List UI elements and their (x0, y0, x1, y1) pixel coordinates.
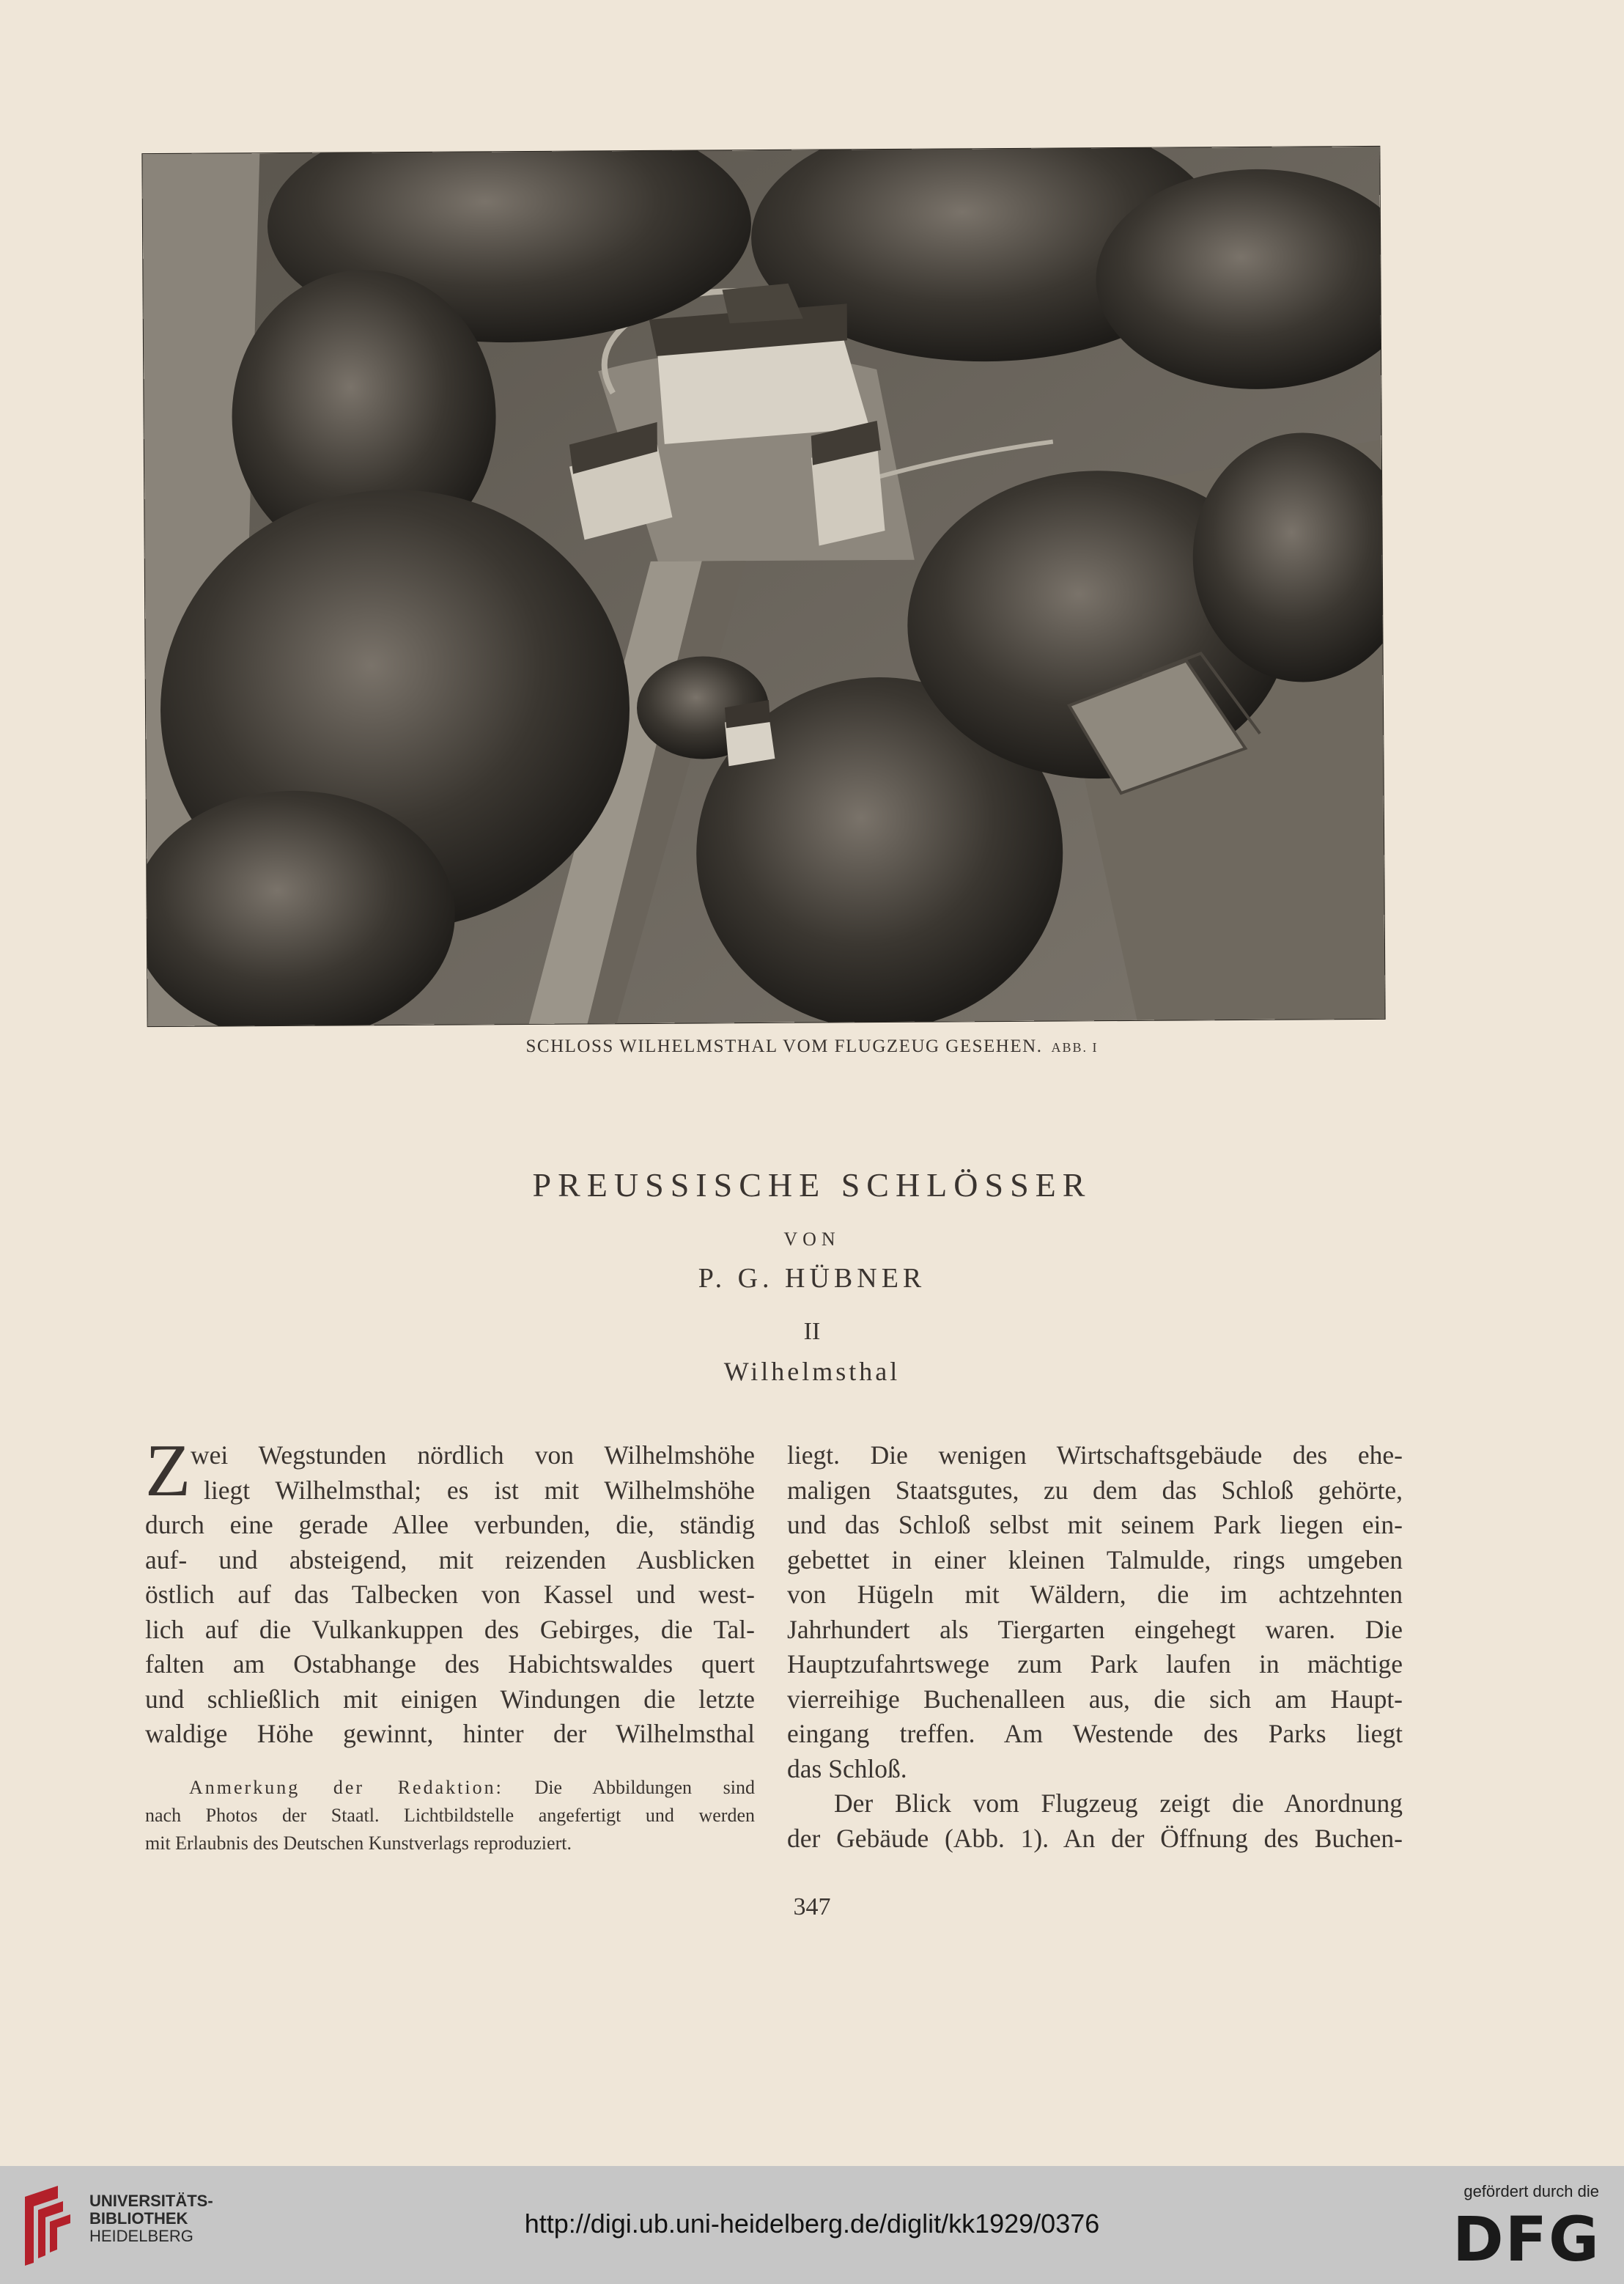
text-line: waldige Höhe gewinnt, hinter der Wilhelmsthal (145, 1719, 755, 1748)
part-number: II (803, 1318, 821, 1345)
text-line: Hauptzufahrtswege zum Park laufen in mächtige (787, 1649, 1403, 1679)
text-line: und das Schloß selbst mit seinem Park liegen ein- (787, 1510, 1403, 1539)
text-line: maligen Staatsgutes, zu dem das Schloß gehörte, (787, 1475, 1403, 1505)
note-line: mit Erlaubnis des Deutschen Kunstverlags reproduziert. (145, 1832, 572, 1854)
text-line: Der Blick vom Flugzeug zeigt die Anordnung (834, 1788, 1403, 1818)
text-line: wei Wegstunden nördlich von Wilhelmshöhe (191, 1440, 755, 1470)
aerial-photo-drawing (142, 147, 1384, 1026)
text-line: auf- und absteigend, mit reizenden Ausblicken (145, 1544, 755, 1574)
caption-text: SCHLOSS WILHELMSTHAL VOM FLUGZEUG GESEHEN. (525, 1036, 1043, 1056)
text-line: falten am Ostabhange des Habichtswaldes quert (145, 1649, 755, 1679)
photo-caption (0, 1036, 1624, 1057)
text-line: liegt. Die wenigen Wirtschaftsgebäude des ehe- (787, 1440, 1403, 1470)
author-name: P. G. HÜBNER (698, 1263, 926, 1294)
text-line: der Gebäude (Abb. 1). An der Öffnung des Buchen- (787, 1823, 1403, 1853)
drop-cap: Z (145, 1429, 191, 1512)
text-line: durch eine gerade Allee verbunden, die, ständig (145, 1510, 755, 1539)
text-line: Jahrhundert als Tiergarten eingehegt waren. Die (787, 1614, 1403, 1644)
note-text: Die Abbildungen sind (534, 1777, 755, 1798)
note-line: nach Photos der Staatl. Lichtbildstelle angefertigt und werden (145, 1805, 755, 1826)
text-line: von Hügeln mit Wäldern, die im achtzehnten (787, 1580, 1403, 1609)
note-label: Anmerkung der Redaktion: (189, 1777, 503, 1798)
page-number: 347 (793, 1893, 831, 1920)
funded-by-label: gefördert durch die (1464, 2182, 1599, 2200)
right-column (787, 1438, 1403, 1856)
article-subtitle: Wilhelmsthal (723, 1357, 901, 1386)
dfg-logo[interactable]: DFG (1452, 2203, 1601, 2275)
caption-figure-number: ABB. I (1051, 1040, 1099, 1055)
text-line: eingang treffen. Am Westende des Parks liegt (787, 1719, 1403, 1748)
text-line: östlich auf das Talbecken von Kassel und west- (145, 1580, 755, 1609)
library-line-2: BIBLIOTHEK (89, 2209, 188, 2228)
text-line: vierreihige Buchenalleen aus, die sich am Haupt- (787, 1684, 1403, 1714)
note-line (145, 1774, 755, 1802)
text-line: lich auf die Vulkankuppen des Gebirges, die Tal- (145, 1614, 755, 1644)
editor-note (145, 1774, 755, 1857)
source-url-link[interactable]: http://digi.ub.uni-heidelberg.de/diglit/kk1929/0376 (524, 2209, 1100, 2239)
text-line: und schließlich mit einigen Windungen die letzte (145, 1684, 755, 1714)
byline-von: VON (783, 1228, 841, 1250)
text-line: liegt Wilhelmsthal; es ist mit Wilhelmshöhe (204, 1475, 755, 1505)
footer-bar (0, 2166, 1624, 2284)
aerial-photo (142, 147, 1384, 1026)
text-line: gebettet in einer kleinen Talmulde, rings umgeben (787, 1544, 1403, 1574)
left-column (145, 1429, 755, 1752)
library-line-1: UNIVERSITÄTS- (89, 2192, 213, 2210)
text-line: das Schloß. (787, 1753, 907, 1783)
article-title: PREUSSISCHE SCHLÖSSER (532, 1166, 1092, 1204)
library-line-3: HEIDELBERG (89, 2227, 193, 2245)
